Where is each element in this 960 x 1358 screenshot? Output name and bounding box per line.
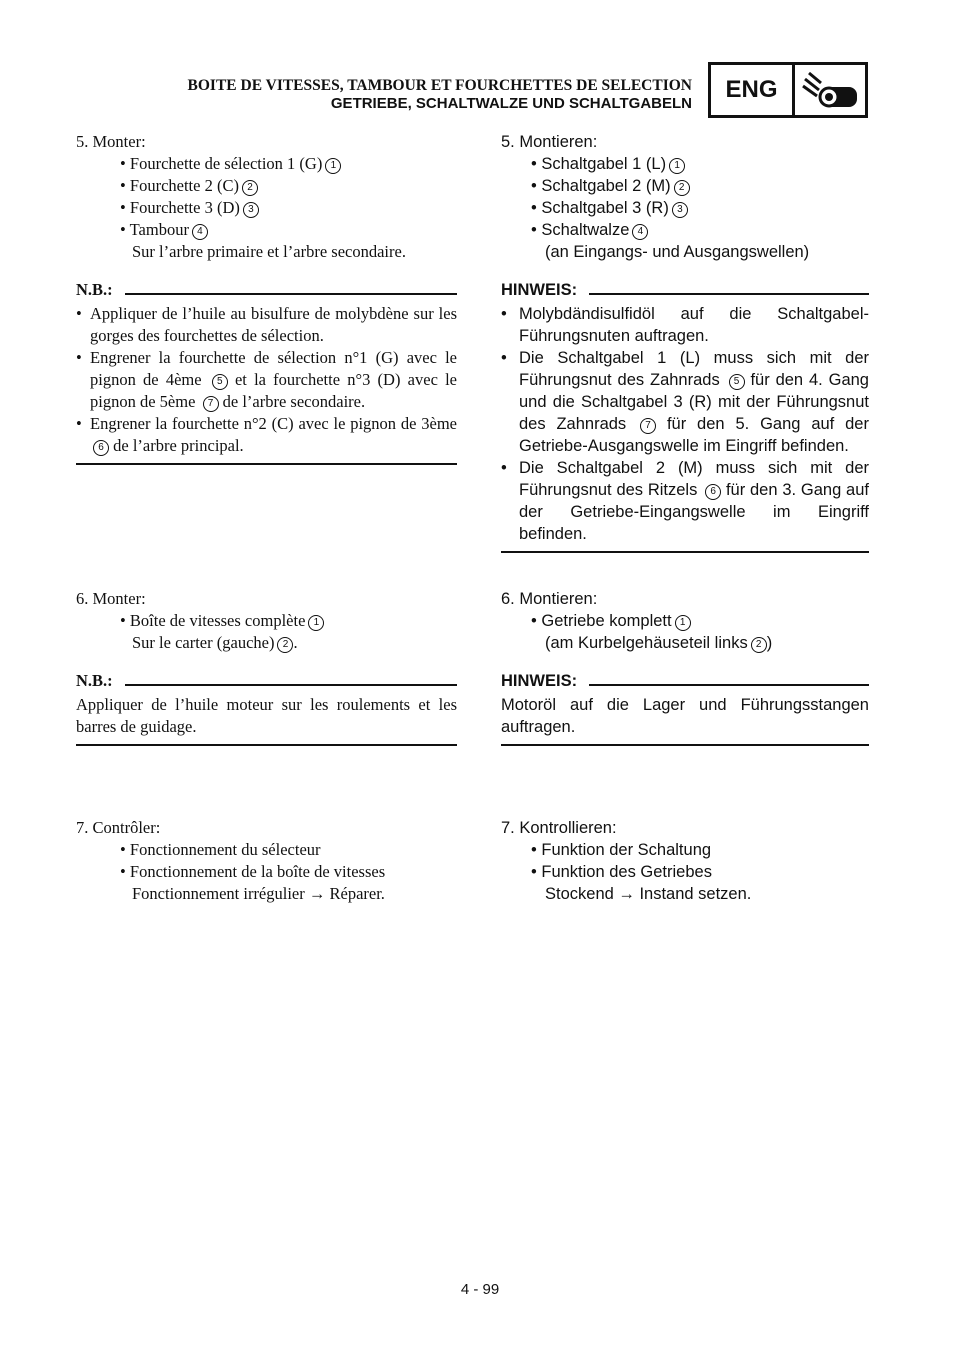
note-bullet: • Die Schaltgabel 2 (M) muss sich mit der Führungsnut des Ritzels 6 für den 3. Gang auf der Getriebe-Eingangswelle im Eingriff befinden. [501, 459, 869, 543]
note-bullet: • Die Schaltgabel 1 (L) muss sich mit der Führungsnut des Zahnrads 5 für den 4. Gang und die Schaltgabel 3 (R) mit der Führungsnut des Zahnrads 7 für den 5. Gang auf der Getriebe-Ausgangswelle im Eingriff befinden. [501, 349, 869, 455]
list-item: • Fonctionnement du sélecteur [120, 840, 321, 859]
note-header [76, 279, 457, 301]
list-item: • Fourchette 2 (C) 2 [120, 175, 457, 197]
de-step-5 [501, 131, 869, 553]
step-heading: 6. Montieren: [501, 590, 598, 608]
note-label: N.B.: [76, 280, 113, 299]
note-bullet: • Molybdändisulfidöl auf die Schaltgabel-Führungsnuten auftragen. [501, 305, 869, 345]
sub-note: Stockend → Instand setzen. [545, 885, 752, 903]
note-label: HINWEIS: [501, 281, 578, 299]
list-item: • Schaltgabel 2 (M) 2 [531, 175, 869, 197]
note-bullet: • Engrener la fourchette de sélection n°1 (G) avec le pignon de 4ème 5 et la fourchette n°3 (D) avec le pignon de 5ème 7 de l’arbre secondaire. [76, 348, 457, 411]
list-item: • Schaltwalze 4 [531, 219, 869, 241]
section-tag [708, 62, 868, 118]
list-item: • Schaltgabel 1 (L) 1 [531, 153, 869, 175]
note-label: N.B.: [76, 671, 113, 690]
note-label: HINWEIS: [501, 672, 578, 690]
header-title-de: GETRIEBE, SCHALTWALZE UND SCHALTGABELN [330, 95, 692, 112]
sub-note: Fonctionnement irrégulier → Réparer. [132, 884, 385, 903]
fr-step-6 [76, 588, 457, 746]
de-step-6 [501, 588, 869, 746]
fr-step-5 [76, 131, 457, 465]
step-heading: 5. Monter: [76, 132, 146, 151]
list-item: • Funktion der Schaltung [531, 841, 712, 859]
note-header [501, 279, 869, 301]
header-title-fr: BOITE DE VITESSES, TAMBOUR ET FOURCHETTES DE SELECTION [187, 77, 692, 94]
list-item: • Funktion des Getriebes [531, 863, 712, 881]
step-heading: 7. Kontrollieren: [501, 819, 617, 837]
list-item: • Schaltgabel 3 (R) 3 [531, 197, 869, 219]
note-header [76, 670, 457, 692]
sub-note: (an Eingangs- und Ausgangswellen) [545, 243, 810, 261]
sub-note: Sur le carter (gauche) 2 . [132, 633, 298, 652]
list-item: • Fourchette 3 (D) 3 [120, 197, 457, 219]
note-text: Appliquer de l’huile moteur sur les roulements et les barres de guidage. [76, 695, 457, 736]
list-item: • Fonctionnement de la boîte de vitesses [120, 862, 386, 881]
note-header [501, 670, 869, 692]
step-heading: 6. Monter: [76, 589, 146, 608]
de-step-7 [501, 817, 869, 905]
note-bullet: • Appliquer de l’huile au bisulfure de molybdène sur les gorges des fourchettes de sélection. [76, 304, 457, 345]
list-item: • Boîte de vitesses complète 1 [120, 610, 457, 632]
list-item: • Fourchette de sélection 1 (G) 1 [120, 153, 457, 175]
sub-note: Sur l’arbre primaire et l’arbre secondaire. [132, 242, 406, 261]
list-item: • Getriebe komplett 1 [531, 610, 869, 632]
step-heading: 7. Contrôler: [76, 818, 161, 837]
page-number: 4 - 99 [460, 1281, 500, 1298]
sub-note: (am Kurbelgehäuseteil links 2 ) [545, 634, 773, 652]
note-text: Motoröl auf die Lager und Führungsstangen auftragen. [501, 696, 869, 736]
list-item: • Tambour 4 [120, 219, 457, 241]
note-bullet: • Engrener la fourchette n°2 (C) avec le pignon de 3ème 6 de l’arbre principal. [76, 414, 457, 455]
french-column [76, 131, 457, 903]
section-tag-label: ENG [711, 65, 795, 115]
step-heading: 5. Montieren: [501, 133, 598, 151]
wrench-engine-icon [795, 65, 865, 115]
german-column [501, 131, 869, 903]
fr-step-7 [76, 817, 457, 905]
